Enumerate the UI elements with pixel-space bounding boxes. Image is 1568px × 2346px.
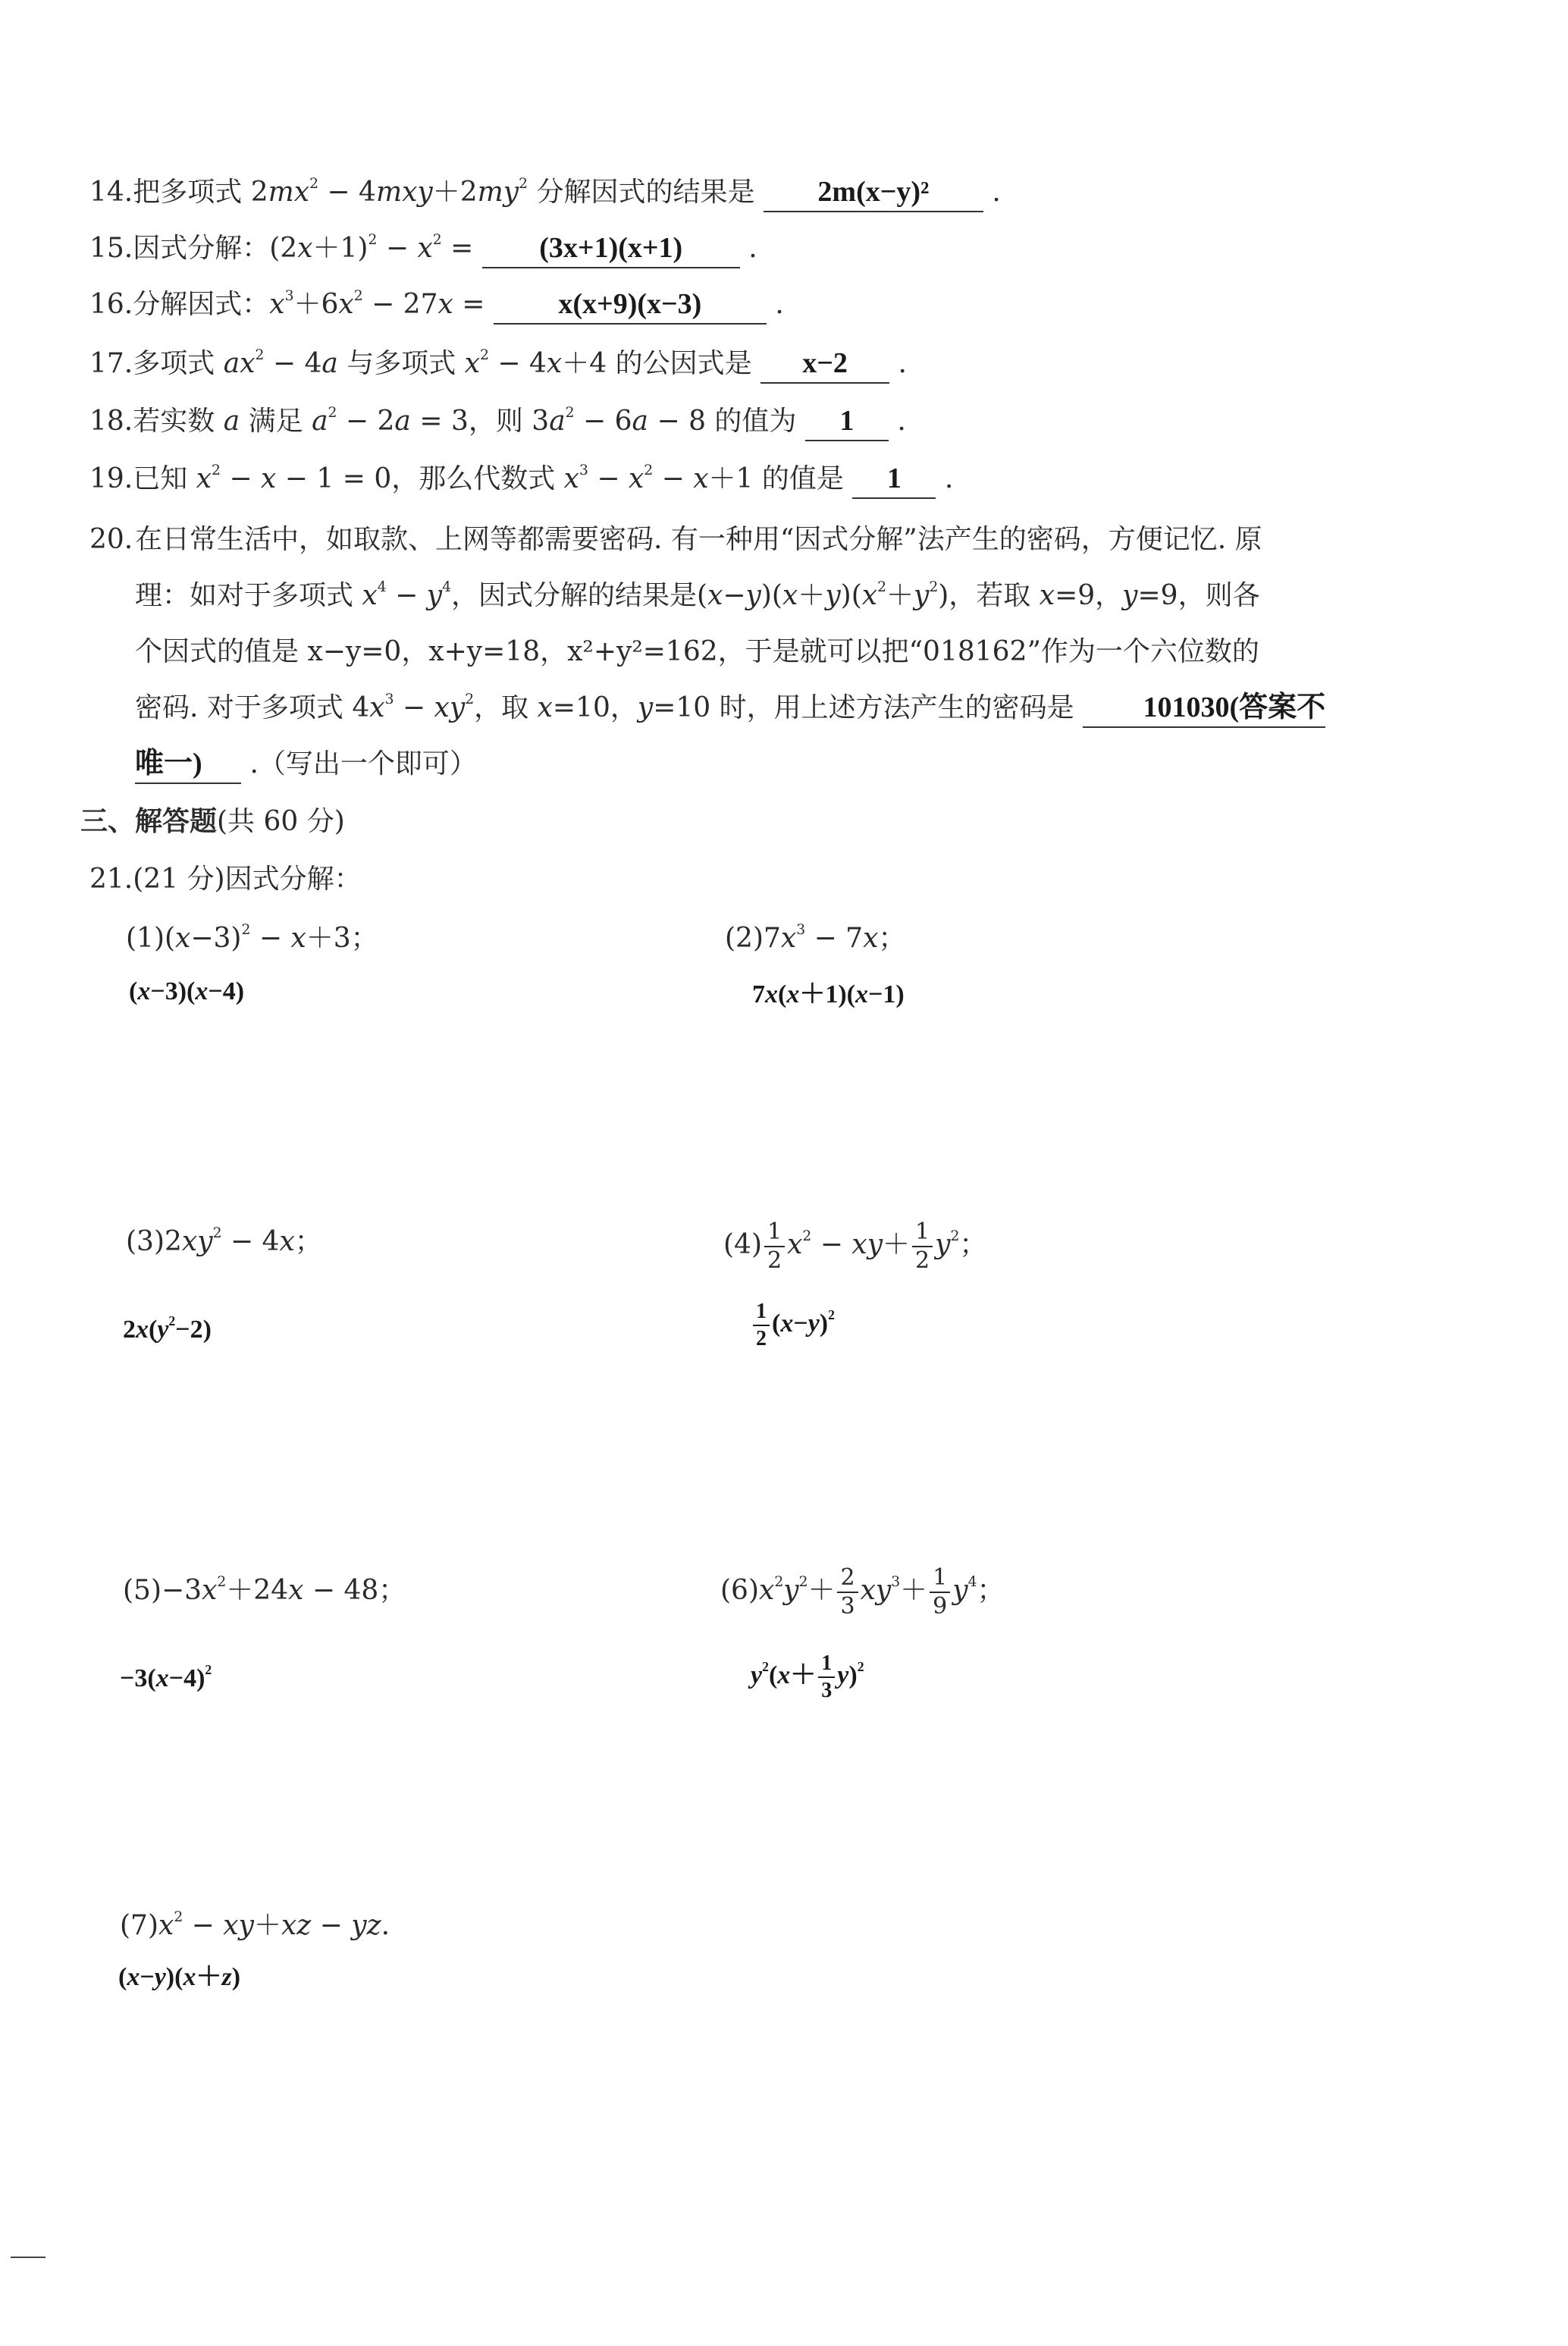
fraction: $\frac{1}{2}$	[912, 1221, 933, 1272]
answer-blank-part-1: 101030(答案不	[1083, 688, 1325, 728]
period: .	[944, 463, 954, 494]
question-number: 17.	[89, 348, 133, 379]
answer-blank: x−2	[760, 344, 889, 384]
text: 密码. 对于多项式	[135, 692, 343, 723]
question-number: 15.	[89, 233, 133, 264]
text: ，因式分解的结果是	[451, 580, 698, 611]
answer-blank-part-2: 唯一)	[135, 745, 241, 784]
problem-label: (5)	[123, 1575, 162, 1606]
problem-label: (2)	[725, 923, 764, 954]
period: .	[992, 177, 1001, 208]
solution-5: $-3(x-4)^2$	[120, 1662, 212, 1692]
question-15	[89, 227, 757, 270]
question-21-header: 21.(21 分)因式分解：	[89, 864, 362, 895]
problem-label: (1)	[126, 923, 165, 954]
question-number: 18.	[89, 406, 133, 437]
question-20-line-3: 个因式的值是 x−y=0，x+y=18，x²+y²=162，于是就可以把“018162”作为一个六位数的	[135, 636, 1259, 667]
problem-3: $(3)2xy^2 - 4x$；	[126, 1225, 322, 1257]
question-text: 若实数 a 满足 $a^2 - 2a = 3$，则 $3a^2 - 6a - 8$ 的值为	[133, 405, 797, 437]
solution-3: $2x(y^2-2)$	[123, 1313, 212, 1344]
text: ，若取	[949, 580, 1031, 611]
solution-1: (x−3)(x−4)	[129, 977, 245, 1005]
question-text: 已知 $x^2 - x - 1 = 0$，那么代数式 $x^3 - x^2 - x+1$ 的值是	[133, 463, 844, 494]
question-19	[89, 458, 953, 500]
fraction: $\frac{1}{2}$	[764, 1221, 785, 1272]
question-text: 把多项式 $2mx^2 - 4mxy+2my^2$ 分解因式的结果是	[133, 176, 755, 208]
solution-4: $\frac{1}{2}$ $(x-y)^2$	[751, 1301, 835, 1350]
problem-4: (4) $\frac{1}{2}$ $x^2 - xy+$ $\frac{1}{2}$ $y^2$；	[723, 1218, 987, 1274]
fraction: $\frac{2}{3}$	[837, 1567, 858, 1618]
solution-2: 7x(x＋1)(x−1)	[752, 980, 905, 1008]
answer-blank: 1	[805, 402, 889, 441]
solution-6: $y^2(x+$ $\frac{1}{3}$ y)$^2$	[751, 1651, 864, 1702]
question-20-line-2: 理：如对于多项式 $x^4 - y^4$，因式分解的结果是$(x-y)(x+y)(x^2+y^2)$，若取 x=9，y=9，则各	[135, 579, 1260, 611]
period: .	[775, 289, 784, 320]
question-16	[89, 284, 784, 326]
text: 理：如对于多项式	[135, 580, 354, 611]
question-20-line-4: 密码. 对于多项式 $4x^3 - xy^2$，取 x=10，y=10 时，用上述方法产生的密码是 101030(答案不	[135, 687, 1325, 729]
question-text: 多项式 $ax^2 - 4a$ 与多项式 $x^2 - 4x+4$ 的公因式是	[133, 347, 752, 379]
problem-6: $(6)x^2y^2+$ $\frac{2}{3}$ $xy^3+$ $\frac{1}{9}$ $y^4$；	[720, 1564, 1005, 1620]
problem-label: (3)	[126, 1226, 165, 1257]
text: ，取	[474, 692, 529, 723]
question-number: 19.	[89, 463, 133, 494]
period: .	[748, 233, 757, 264]
fraction: $\frac{1}{3}$	[818, 1653, 835, 1701]
fraction: $\frac{1}{9}$	[930, 1567, 950, 1618]
period: .	[898, 348, 907, 379]
question-number: 16.	[89, 289, 133, 320]
answer-blank: 2m(x−y)²	[764, 173, 983, 212]
period: .	[897, 406, 906, 437]
section-points: (共 60 分)	[217, 806, 345, 837]
problem-5: $(5)-3x^2+24x - 48$；	[123, 1574, 406, 1606]
question-20-number: 20.	[89, 524, 133, 555]
section-title: 三、解答题	[80, 806, 218, 837]
instruction: .（写出一个即可）	[249, 748, 477, 779]
solution-7: (x−y)(x＋z)	[118, 1963, 241, 1991]
question-14	[89, 171, 1001, 214]
question-text: 分解因式：$x^3+6x^2 - 27x$ =	[133, 288, 485, 320]
problem-label: (7)	[120, 1910, 158, 1941]
problem-1: $(1)(x-3)^2 - x+3$；	[126, 922, 378, 954]
question-20-line-5	[135, 743, 477, 786]
problem-label: (4)	[723, 1229, 762, 1260]
answer-blank: 1	[852, 459, 936, 499]
question-text: 因式分解：$(2x+1)^2 - x^2$ =	[133, 232, 474, 264]
question-18	[89, 400, 906, 443]
text: 时，用上述方法产生的密码是	[719, 692, 1074, 723]
question-17	[89, 343, 907, 385]
question-20-line-1: 在日常生活中，如取款、上网等都需要密码. 有一种用“因式分解”法产生的密码，方便记忆. 原	[135, 524, 1262, 555]
question-number: 14.	[89, 177, 133, 208]
problem-2: $(2)7x^3 - 7x$；	[725, 922, 906, 954]
fraction: $\frac{1}{2}$	[753, 1301, 770, 1350]
problem-label: (6)	[720, 1575, 759, 1606]
text: ，则各	[1178, 580, 1260, 611]
page-footer-rule	[11, 2257, 45, 2258]
problem-7: $(7)x^2 - xy+xz$ − yz.	[120, 1909, 390, 1941]
answer-blank: x(x+9)(x−3)	[494, 285, 767, 325]
answer-blank: (3x+1)(x+1)	[482, 229, 740, 268]
section-3-heading	[80, 801, 345, 843]
